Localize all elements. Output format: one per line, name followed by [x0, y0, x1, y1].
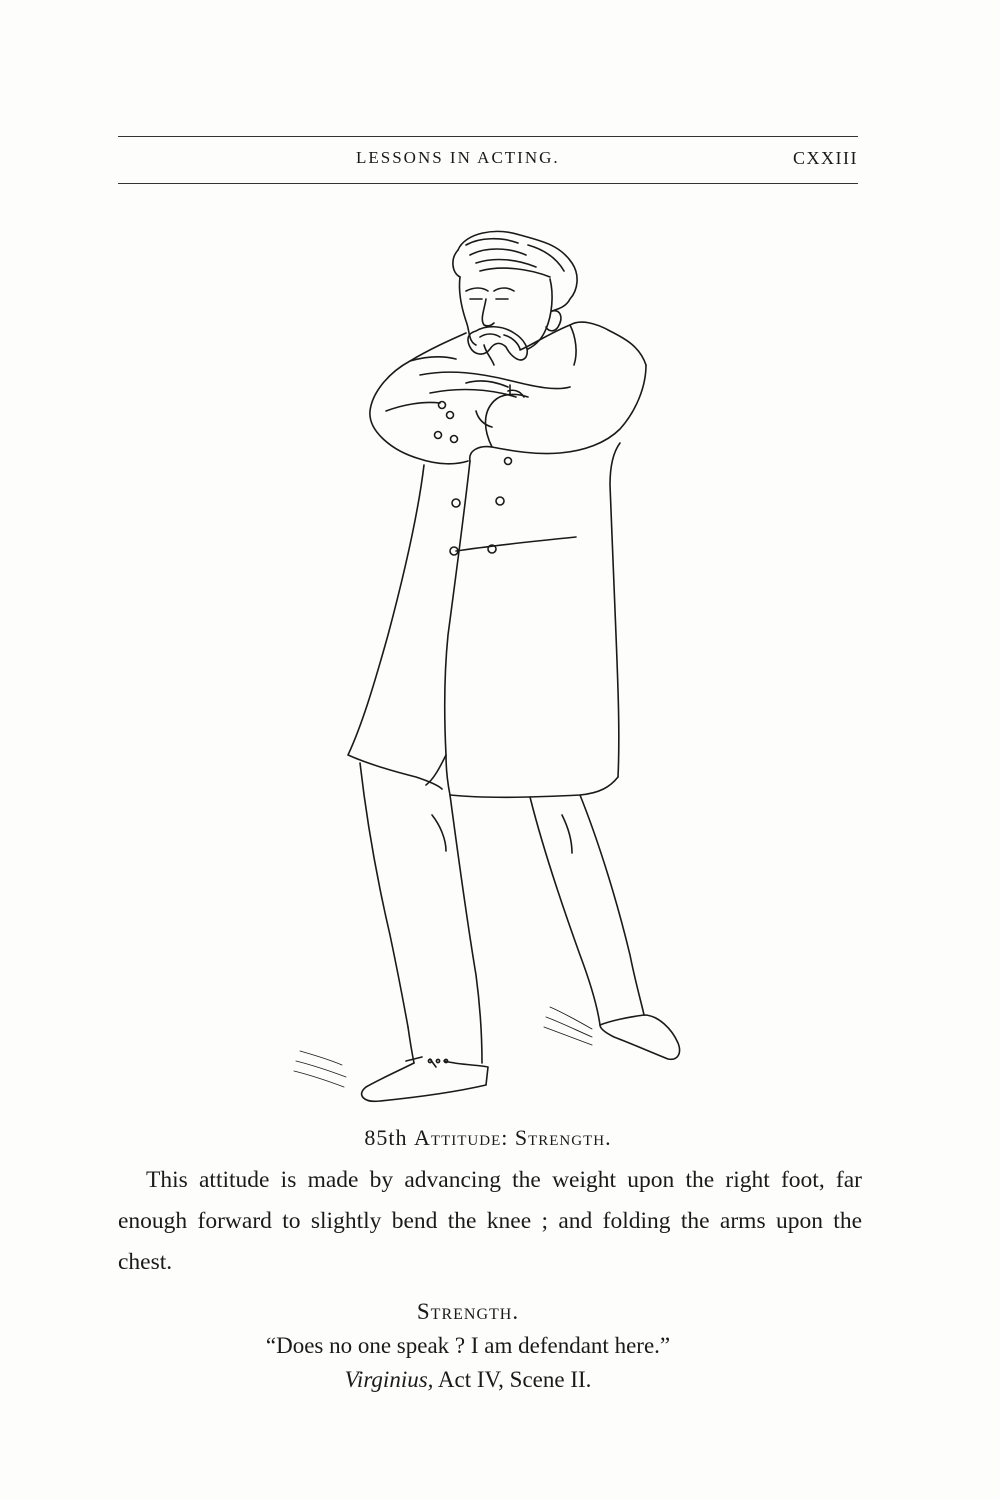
header-bottom-rule [118, 183, 858, 184]
caption-number: 85th [364, 1125, 408, 1150]
header-top-rule [118, 136, 858, 137]
figure-illustration [280, 215, 720, 1105]
quote-title: Strength. [416, 1299, 520, 1324]
quote-text: “Does no one speak ? I am defendant here.” [265, 1333, 671, 1358]
body-paragraph [118, 1160, 862, 1283]
body-paragraph-text: This attitude is made by advancing the weight upon the right foot, far enough forward to slightly bend the knee ; and folding the arms upon the chest. [118, 1167, 862, 1275]
quote-source-work: Virginius, [344, 1367, 434, 1392]
quote-source [0, 1363, 936, 1397]
quote-block [0, 1295, 936, 1397]
running-title: LESSONS IN ACTING. [356, 148, 560, 167]
caption-label-2: Strength. [514, 1125, 612, 1150]
page-number: CXXIII [793, 148, 858, 168]
caption-separator: : [501, 1125, 509, 1150]
quote-source-rest: Act IV, Scene II. [433, 1367, 592, 1392]
man-with-folded-arms-icon [280, 215, 720, 1105]
figure-caption [0, 1125, 976, 1151]
caption-label-1: Attitude [414, 1125, 502, 1150]
